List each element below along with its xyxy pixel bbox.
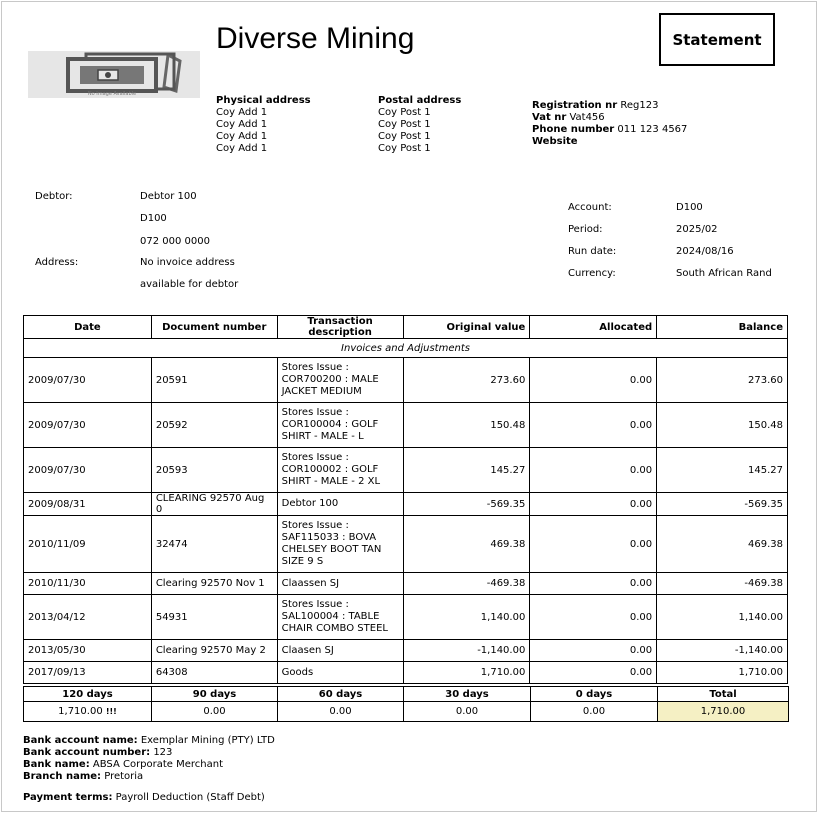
cell-balance: 145.27 — [657, 448, 788, 493]
document-type-box: Statement — [659, 13, 775, 66]
aging-header-row — [24, 687, 789, 702]
description-line: Stores Issue : — [281, 362, 349, 373]
description-line: COR100002 : GOLF — [281, 464, 379, 475]
cell-allocated: 0.00 — [530, 358, 657, 403]
company-logo — [28, 51, 200, 98]
description-line: Claasen SJ — [281, 644, 334, 656]
debtor-address-line: No invoice address — [140, 257, 235, 268]
cell-document: 20592 — [151, 403, 277, 448]
phone-value: 011 123 4567 — [617, 124, 688, 135]
cell-date: 2017/09/13 — [24, 662, 152, 684]
table-row — [24, 493, 788, 516]
cell-description — [277, 358, 403, 403]
aging-header: 120 days — [24, 687, 152, 702]
cell-original: -469.38 — [403, 573, 530, 595]
account-label: Account: — [568, 202, 612, 213]
table-row — [24, 573, 788, 595]
description-line: Stores Issue : — [281, 407, 349, 418]
logo-text: No Image Available — [87, 91, 137, 97]
description-line: CHAIR COMBO STEEL — [281, 623, 388, 634]
cell-balance: 1,140.00 — [657, 595, 788, 640]
cell-date: 2010/11/09 — [24, 516, 152, 573]
table-row — [24, 516, 788, 573]
postal-address-label: Postal address — [378, 95, 462, 106]
account-value: D100 — [676, 202, 703, 213]
col-header-description: Transaction description — [277, 316, 403, 339]
cell-original: -569.35 — [403, 493, 530, 516]
table-row — [24, 662, 788, 684]
section-title: Invoices and Adjustments — [24, 339, 788, 358]
aging-header: 30 days — [404, 687, 531, 702]
payment-terms — [23, 792, 265, 803]
branch-name-label: Branch name: — [23, 771, 102, 782]
address-label: Address: — [35, 257, 79, 268]
cell-date: 2013/04/12 — [24, 595, 152, 640]
cell-description — [277, 595, 403, 640]
registration-label: Registration nr — [532, 100, 618, 111]
cell-balance: 1,710.00 — [657, 662, 788, 684]
transactions-table — [23, 315, 788, 684]
bank-account-number-label: Bank account number: — [23, 747, 151, 758]
cell-document: 20591 — [151, 358, 277, 403]
bank-details — [23, 735, 275, 783]
description-line: SAL100004 : TABLE — [281, 611, 380, 622]
cell-balance: -569.35 — [657, 493, 788, 516]
cell-document: Clearing 92570 Nov 1 — [151, 573, 277, 595]
aging-value-90: 0.00 — [152, 702, 278, 722]
cell-original: 1,710.00 — [403, 662, 530, 684]
cell-balance: -1,140.00 — [657, 640, 788, 662]
vat-value: Vat456 — [569, 112, 605, 123]
cell-date: 2010/11/30 — [24, 573, 152, 595]
cell-document: Clearing 92570 May 2 — [151, 640, 277, 662]
bank-account-name-label: Bank account name: — [23, 735, 138, 746]
debtor-name: Debtor 100 — [140, 191, 197, 202]
cell-original: 273.60 — [403, 358, 530, 403]
aging-header: 90 days — [152, 687, 278, 702]
description-line: COR100004 : GOLF — [281, 419, 379, 430]
cell-description — [277, 662, 403, 684]
table-row — [24, 595, 788, 640]
run-date-label: Run date: — [568, 246, 617, 257]
payment-terms-label: Payment terms: — [23, 792, 113, 803]
postal-address-line: Coy Post 1 — [378, 119, 431, 130]
table-header-row — [24, 316, 788, 339]
aging-value-60: 0.00 — [278, 702, 404, 722]
description-line: CHELSEY BOOT TAN — [281, 544, 382, 555]
cell-allocated: 0.00 — [530, 640, 657, 662]
aging-value-0: 0.00 — [531, 702, 658, 722]
table-row — [24, 358, 788, 403]
cell-date: 2009/07/30 — [24, 448, 152, 493]
cell-date: 2009/07/30 — [24, 358, 152, 403]
cell-allocated: 0.00 — [530, 493, 657, 516]
description-line: SIZE 9 S — [281, 556, 324, 567]
cell-description — [277, 448, 403, 493]
bank-name-value: ABSA Corporate Merchant — [92, 759, 224, 770]
col-header-document: Document number — [151, 316, 277, 339]
cell-allocated: 0.00 — [530, 516, 657, 573]
cell-description — [277, 573, 403, 595]
cell-allocated: 0.00 — [530, 403, 657, 448]
description-line: SHIRT - MALE - L — [281, 431, 364, 442]
cell-document: 64308 — [151, 662, 277, 684]
cell-allocated: 0.00 — [530, 595, 657, 640]
aging-value-total: 1,710.00 — [658, 702, 789, 722]
period-label: Period: — [568, 224, 603, 235]
cell-document: 32474 — [151, 516, 277, 573]
description-line: Claassen SJ — [281, 577, 340, 589]
cell-document: CLEARING 92570 Aug 0 — [151, 493, 277, 516]
cell-document: 20593 — [151, 448, 277, 493]
debtor-address-line: available for debtor — [140, 279, 239, 290]
cell-original: 150.48 — [403, 403, 530, 448]
description-line: JACKET MEDIUM — [281, 386, 362, 397]
description-line: Goods — [281, 666, 314, 678]
cell-allocated: 0.00 — [530, 662, 657, 684]
postal-address-line: Coy Post 1 — [378, 107, 431, 118]
col-header-original: Original value — [403, 316, 530, 339]
overdue-flag: !!! — [105, 707, 117, 716]
registration-block — [532, 100, 687, 148]
description-line: Debtor 100 — [281, 498, 339, 509]
description-line: COR700200 : MALE — [281, 374, 379, 385]
cell-description — [277, 640, 403, 662]
physical-address-line: Coy Add 1 — [216, 107, 268, 118]
col-header-date: Date — [24, 316, 152, 339]
table-row — [24, 640, 788, 662]
run-date-value: 2024/08/16 — [676, 246, 734, 257]
table-row — [24, 403, 788, 448]
no-image-icon — [28, 51, 200, 98]
cell-balance: 150.48 — [657, 403, 788, 448]
col-header-allocated: Allocated — [530, 316, 657, 339]
cell-balance: 469.38 — [657, 516, 788, 573]
cell-allocated: 0.00 — [530, 573, 657, 595]
cell-description — [277, 493, 403, 516]
cell-original: -1,140.00 — [403, 640, 530, 662]
description-line: Stores Issue : — [281, 520, 349, 531]
currency-value: South African Rand — [676, 268, 772, 279]
company-name: Diverse Mining — [216, 22, 415, 55]
aging-header: Total — [658, 687, 789, 702]
aging-header: 60 days — [278, 687, 404, 702]
aging-value-row — [24, 702, 789, 722]
debtor-phone: 072 000 0000 — [140, 236, 210, 247]
aging-table — [23, 686, 789, 722]
cell-original: 469.38 — [403, 516, 530, 573]
website-label: Website — [532, 136, 578, 147]
cell-date: 2013/05/30 — [24, 640, 152, 662]
bank-name-label: Bank name: — [23, 759, 90, 770]
cell-original: 1,140.00 — [403, 595, 530, 640]
debtor-label: Debtor: — [35, 191, 73, 202]
cell-date: 2009/08/31 — [24, 493, 152, 516]
cell-allocated: 0.00 — [530, 448, 657, 493]
cell-description — [277, 403, 403, 448]
debtor-code: D100 — [140, 213, 167, 224]
physical-address-label: Physical address — [216, 95, 311, 106]
currency-label: Currency: — [568, 268, 616, 279]
cell-balance: 273.60 — [657, 358, 788, 403]
vat-label: Vat nr — [532, 112, 567, 123]
bank-account-number-value: 123 — [153, 747, 173, 758]
postal-address-line: Coy Post 1 — [378, 143, 431, 154]
description-line: SHIRT - MALE - 2 XL — [281, 476, 381, 487]
cell-original: 145.27 — [403, 448, 530, 493]
payment-terms-value: Payroll Deduction (Staff Debt) — [115, 792, 265, 803]
phone-label: Phone number — [532, 124, 615, 135]
cell-document: 54931 — [151, 595, 277, 640]
table-row — [24, 448, 788, 493]
aging-value-30: 0.00 — [404, 702, 531, 722]
col-header-balance: Balance — [657, 316, 788, 339]
bank-account-name-value: Exemplar Mining (PTY) LTD — [140, 735, 275, 746]
description-line: Stores Issue : — [281, 452, 349, 463]
cell-date: 2009/07/30 — [24, 403, 152, 448]
registration-value: Reg123 — [620, 100, 659, 111]
aging-header: 0 days — [531, 687, 658, 702]
cell-balance: -469.38 — [657, 573, 788, 595]
physical-address-line: Coy Add 1 — [216, 119, 268, 130]
description-line: Stores Issue : — [281, 599, 349, 610]
postal-address-line: Coy Post 1 — [378, 131, 431, 142]
physical-address-line: Coy Add 1 — [216, 131, 268, 142]
aging-value-text: 1,710.00 — [58, 706, 103, 717]
description-line: SAF115033 : BOVA — [281, 532, 377, 543]
physical-address — [216, 95, 311, 155]
physical-address-line: Coy Add 1 — [216, 143, 268, 154]
branch-name-value: Pretoria — [104, 771, 144, 782]
postal-address — [378, 95, 461, 155]
period-value: 2025/02 — [676, 224, 718, 235]
cell-description — [277, 516, 403, 573]
aging-value-120 — [24, 702, 152, 722]
